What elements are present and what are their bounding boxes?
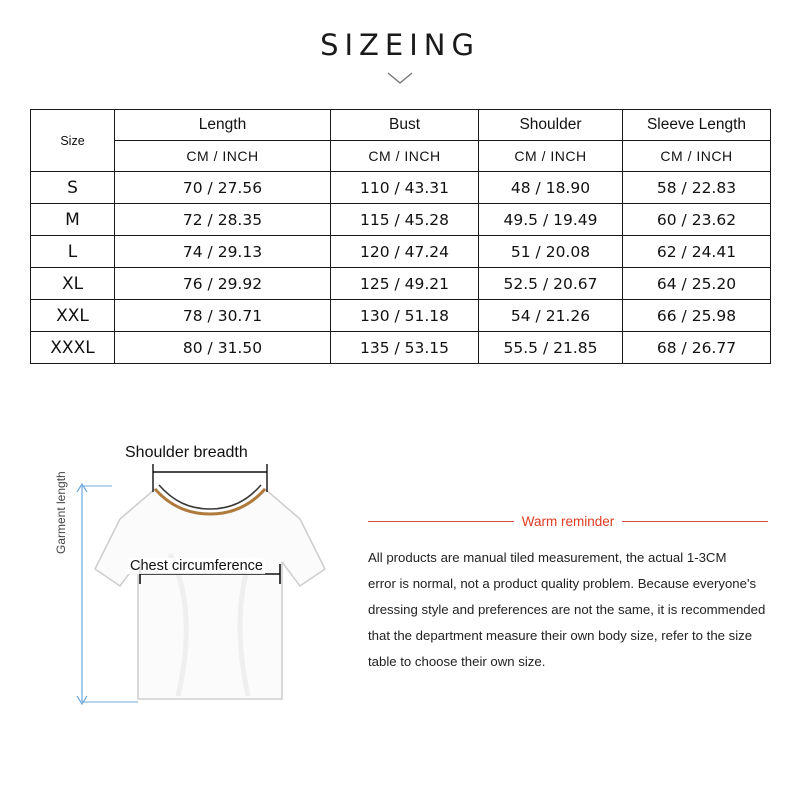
cell-bust: 125 / 49.21 <box>331 268 479 300</box>
chest-circumference-label: Chest circumference <box>130 558 263 574</box>
table-row <box>31 300 771 332</box>
unit-bust: CM / INCH <box>331 141 479 172</box>
header-shoulder: Shoulder <box>479 110 623 141</box>
cell-length: 70 / 27.56 <box>115 172 331 204</box>
header-length: Length <box>115 110 331 141</box>
table-header-row <box>31 110 771 141</box>
cell-length: 78 / 30.71 <box>115 300 331 332</box>
warm-reminder-title: Warm reminder <box>521 514 615 529</box>
cell-size: S <box>31 172 115 204</box>
cell-sleeve: 60 / 23.62 <box>623 204 771 236</box>
cell-length: 72 / 28.35 <box>115 204 331 236</box>
table-row <box>31 268 771 300</box>
size-chart <box>30 109 770 364</box>
warm-reminder-header <box>368 514 768 529</box>
cell-bust: 120 / 47.24 <box>331 236 479 268</box>
cell-sleeve: 66 / 25.98 <box>623 300 771 332</box>
tshirt-diagram-icon <box>60 434 360 734</box>
warm-reminder <box>368 514 768 675</box>
page-header <box>0 0 800 85</box>
table-row <box>31 332 771 364</box>
unit-sleeve: CM / INCH <box>623 141 771 172</box>
cell-bust: 130 / 51.18 <box>331 300 479 332</box>
unit-length: CM / INCH <box>115 141 331 172</box>
header-sleeve-length: Sleeve Length <box>623 110 771 141</box>
table-row <box>31 236 771 268</box>
cell-length: 74 / 29.13 <box>115 236 331 268</box>
page-title: SIZEING <box>320 28 480 62</box>
cell-size: XL <box>31 268 115 300</box>
tshirt-illustration <box>54 434 360 734</box>
table-unit-row <box>31 141 771 172</box>
header-bust: Bust <box>331 110 479 141</box>
chevron-down-icon <box>387 72 413 85</box>
reminder-line-2: error is normal, not a product quality problem. Because everyone's <box>368 576 757 591</box>
table-row <box>31 204 771 236</box>
reminder-line-3: dressing style and preferences are not the same, it is recommended <box>368 602 766 617</box>
garment-length-label: Garment length <box>54 471 68 554</box>
cell-length: 76 / 29.92 <box>115 268 331 300</box>
table-row <box>31 172 771 204</box>
cell-sleeve: 62 / 24.41 <box>623 236 771 268</box>
warm-reminder-body <box>368 545 768 675</box>
cell-bust: 135 / 53.15 <box>331 332 479 364</box>
cell-shoulder: 49.5 / 19.49 <box>479 204 623 236</box>
cell-size: L <box>31 236 115 268</box>
cell-sleeve: 68 / 26.77 <box>623 332 771 364</box>
cell-shoulder: 55.5 / 21.85 <box>479 332 623 364</box>
header-size: Size <box>31 110 115 172</box>
cell-size: XXL <box>31 300 115 332</box>
cell-sleeve: 64 / 25.20 <box>623 268 771 300</box>
cell-bust: 110 / 43.31 <box>331 172 479 204</box>
cell-size: M <box>31 204 115 236</box>
cell-bust: 115 / 45.28 <box>331 204 479 236</box>
unit-shoulder: CM / INCH <box>479 141 623 172</box>
reminder-line-1: All products are manual tiled measurement, the actual 1-3CM <box>368 550 727 565</box>
reminder-line-4: that the department measure their own body size, refer to the size <box>368 628 753 643</box>
cell-sleeve: 58 / 22.83 <box>623 172 771 204</box>
cell-size: XXXL <box>31 332 115 364</box>
cell-shoulder: 48 / 18.90 <box>479 172 623 204</box>
shoulder-breadth-label: Shoulder breadth <box>125 444 248 461</box>
cell-shoulder: 51 / 20.08 <box>479 236 623 268</box>
cell-shoulder: 54 / 21.26 <box>479 300 623 332</box>
measurement-guide <box>0 424 800 744</box>
size-table <box>30 109 771 364</box>
reminder-line-5: table to choose their own size. <box>368 654 546 669</box>
divider-left <box>368 521 514 522</box>
cell-shoulder: 52.5 / 20.67 <box>479 268 623 300</box>
divider-right <box>622 521 768 522</box>
cell-length: 80 / 31.50 <box>115 332 331 364</box>
